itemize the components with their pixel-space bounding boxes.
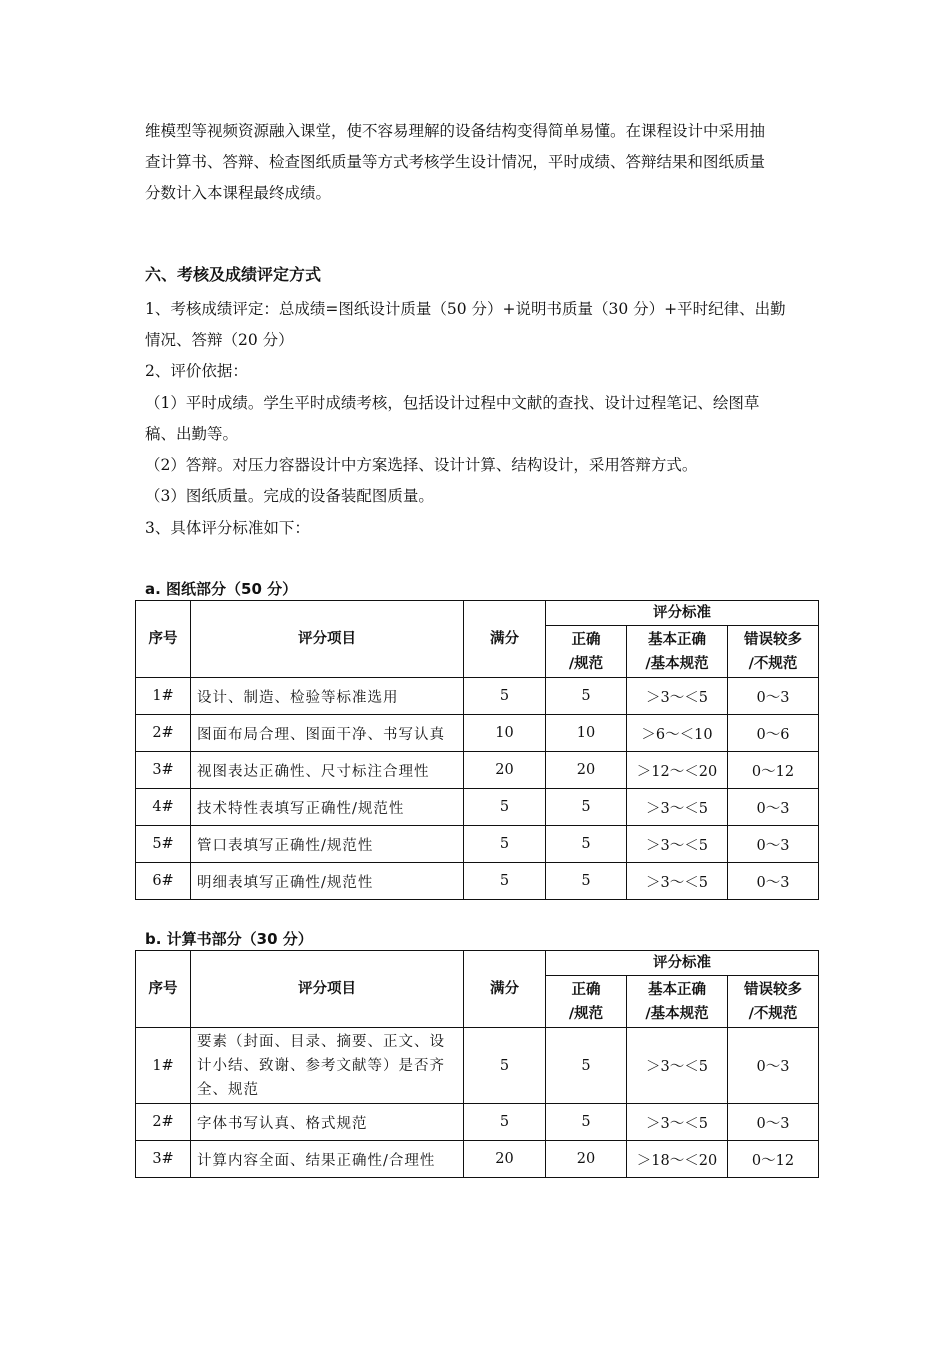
cell-full: 5 bbox=[464, 789, 546, 826]
cell-wrong: 0～3 bbox=[728, 826, 819, 863]
header-seq: 序号 bbox=[136, 601, 191, 678]
cell-item-line: 要素（封面、目录、摘要、正文、设 bbox=[197, 1033, 445, 1050]
cell-basic: ＞3～＜5 bbox=[627, 1028, 728, 1104]
cell-basic: ＞3～＜5 bbox=[627, 863, 728, 900]
cell-correct: 5 bbox=[546, 863, 627, 900]
table-a bbox=[135, 600, 819, 900]
cell-full: 5 bbox=[464, 1104, 546, 1141]
cell-basic: ＞3～＜5 bbox=[627, 826, 728, 863]
cell-full: 5 bbox=[464, 678, 546, 715]
assessment-item-3: 3、具体评分标准如下： bbox=[145, 519, 310, 537]
cell-wrong: 0～3 bbox=[728, 678, 819, 715]
header-item: 评分项目 bbox=[191, 601, 464, 678]
cell-wrong: 0～3 bbox=[728, 789, 819, 826]
header-basic: 基本正确 /基本规范 bbox=[627, 976, 728, 1028]
table-row bbox=[136, 678, 819, 715]
cell-item bbox=[191, 1028, 464, 1104]
cell-full: 5 bbox=[464, 863, 546, 900]
cell-wrong: 0～3 bbox=[728, 863, 819, 900]
table-row bbox=[136, 1028, 819, 1104]
section-title: 六、考核及成绩评定方式 bbox=[145, 265, 322, 284]
cell-correct: 10 bbox=[546, 715, 627, 752]
cell-item: 图面布局合理、图面干净、书写认真 bbox=[191, 715, 464, 752]
cell-full: 20 bbox=[464, 1141, 546, 1178]
cell-item-line: 计小结、致谢、参考文献等）是否齐 bbox=[197, 1057, 445, 1074]
cell-item: 计算内容全面、结果正确性/合理性 bbox=[191, 1141, 464, 1178]
cell-wrong: 0～3 bbox=[728, 1104, 819, 1141]
table-row bbox=[136, 715, 819, 752]
table-a-caption: a. 图纸部分（50 分） bbox=[145, 580, 298, 598]
cell-wrong: 0～3 bbox=[728, 1028, 819, 1104]
cell-item: 设计、制造、检验等标准选用 bbox=[191, 678, 464, 715]
table-a-header-row bbox=[136, 601, 819, 626]
cell-full: 5 bbox=[464, 826, 546, 863]
header-criteria: 评分标准 bbox=[546, 601, 819, 626]
intro-line-1: 维模型等视频资源融入课堂，使不容易理解的设备结构变得简单易懂。在课程设计中采用抽 bbox=[145, 122, 766, 140]
assessment-item-2: 2、评价依据： bbox=[145, 362, 248, 380]
cell-basic: ＞3～＜5 bbox=[627, 789, 728, 826]
cell-correct: 20 bbox=[546, 752, 627, 789]
cell-seq: 5# bbox=[136, 826, 191, 863]
cell-item: 明细表填写正确性/规范性 bbox=[191, 863, 464, 900]
cell-basic: ＞12～＜20 bbox=[627, 752, 728, 789]
cell-basic: ＞3～＜5 bbox=[627, 678, 728, 715]
assessment-item-1-line-2: 情况、答辩（20 分） bbox=[145, 331, 294, 349]
table-row bbox=[136, 789, 819, 826]
cell-seq: 2# bbox=[136, 715, 191, 752]
cell-wrong: 0～12 bbox=[728, 1141, 819, 1178]
cell-correct: 5 bbox=[546, 678, 627, 715]
header-full: 满分 bbox=[464, 951, 546, 1028]
cell-seq: 1# bbox=[136, 678, 191, 715]
table-row bbox=[136, 826, 819, 863]
table-b-header-row bbox=[136, 951, 819, 976]
cell-item: 字体书写认真、格式规范 bbox=[191, 1104, 464, 1141]
basis-2: （2）答辩。对压力容器设计中方案选择、设计计算、结构设计，采用答辩方式。 bbox=[145, 456, 698, 474]
header-item: 评分项目 bbox=[191, 951, 464, 1028]
table-row bbox=[136, 752, 819, 789]
header-wrong: 错误较多 /不规范 bbox=[728, 976, 819, 1028]
cell-wrong: 0～12 bbox=[728, 752, 819, 789]
cell-correct: 20 bbox=[546, 1141, 627, 1178]
cell-seq: 2# bbox=[136, 1104, 191, 1141]
cell-item-line: 全、规范 bbox=[197, 1081, 259, 1098]
header-seq: 序号 bbox=[136, 951, 191, 1028]
table-b bbox=[135, 950, 819, 1178]
table-b-caption: b. 计算书部分（30 分） bbox=[145, 930, 313, 948]
cell-correct: 5 bbox=[546, 826, 627, 863]
cell-seq: 4# bbox=[136, 789, 191, 826]
cell-wrong: 0～6 bbox=[728, 715, 819, 752]
assessment-item-1-line-1: 1、考核成绩评定：总成绩=图纸设计质量（50 分）+说明书质量（30 分）+平时纪律、出勤 bbox=[145, 300, 786, 318]
cell-seq: 3# bbox=[136, 752, 191, 789]
cell-basic: ＞18～＜20 bbox=[627, 1141, 728, 1178]
cell-item: 视图表达正确性、尺寸标注合理性 bbox=[191, 752, 464, 789]
header-correct: 正确 /规范 bbox=[546, 626, 627, 678]
cell-item: 管口表填写正确性/规范性 bbox=[191, 826, 464, 863]
header-basic: 基本正确 /基本规范 bbox=[627, 626, 728, 678]
table-row bbox=[136, 863, 819, 900]
cell-full: 10 bbox=[464, 715, 546, 752]
cell-full: 5 bbox=[464, 1028, 546, 1104]
basis-3: （3）图纸质量。完成的设备装配图质量。 bbox=[145, 487, 434, 505]
cell-seq: 3# bbox=[136, 1141, 191, 1178]
basis-1-line-2: 稿、出勤等。 bbox=[145, 425, 239, 443]
cell-correct: 5 bbox=[546, 1104, 627, 1141]
intro-line-2: 查计算书、答辩、检查图纸质量等方式考核学生设计情况，平时成绩、答辩结果和图纸质量 bbox=[145, 153, 766, 171]
table-row bbox=[136, 1141, 819, 1178]
cell-correct: 5 bbox=[546, 789, 627, 826]
cell-item: 技术特性表填写正确性/规范性 bbox=[191, 789, 464, 826]
cell-full: 20 bbox=[464, 752, 546, 789]
cell-basic: ＞3～＜5 bbox=[627, 1104, 728, 1141]
cell-correct: 5 bbox=[546, 1028, 627, 1104]
cell-basic: ＞6～＜10 bbox=[627, 715, 728, 752]
cell-seq: 1# bbox=[136, 1028, 191, 1104]
intro-line-3: 分数计入本课程最终成绩。 bbox=[145, 184, 332, 202]
header-wrong: 错误较多 /不规范 bbox=[728, 626, 819, 678]
header-correct: 正确 /规范 bbox=[546, 976, 627, 1028]
cell-seq: 6# bbox=[136, 863, 191, 900]
header-criteria: 评分标准 bbox=[546, 951, 819, 976]
table-row bbox=[136, 1104, 819, 1141]
basis-1-line-1: （1）平时成绩。学生平时成绩考核，包括设计过程中文献的查找、设计过程笔记、绘图草 bbox=[145, 394, 760, 412]
header-full: 满分 bbox=[464, 601, 546, 678]
